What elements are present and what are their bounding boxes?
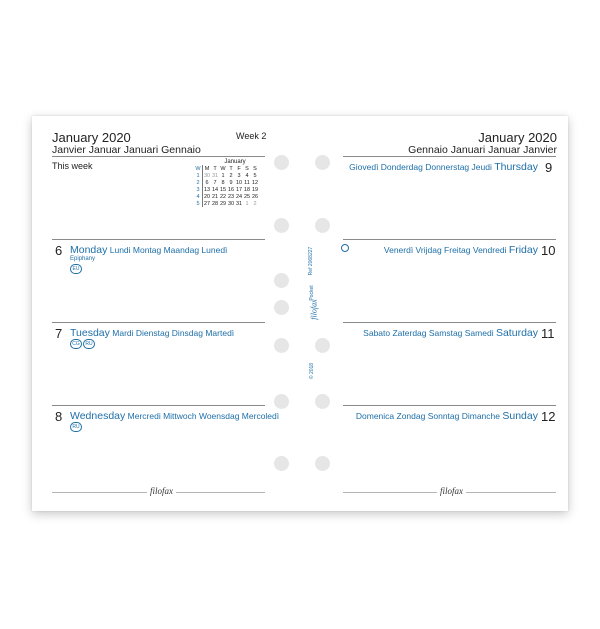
mini-cal-day: 2 (229, 172, 233, 179)
mini-cal-day: 8 (221, 179, 225, 186)
day-number: 9 (545, 160, 553, 175)
day-name-thursday: Giovedì Donderdag Donnerstag Jeudi Thursday (349, 161, 538, 173)
mini-cal-header: T (229, 165, 233, 172)
day-number: 10 (541, 243, 556, 258)
mini-cal-day: 5 (253, 172, 257, 179)
mini-cal-day: 30 (203, 172, 211, 179)
mini-cal-day: 21 (211, 193, 219, 200)
ring-hole (315, 394, 330, 409)
mini-cal-day: 29 (219, 200, 227, 207)
day-name-wednesday: Wednesday Mercredi Mittwoch Woensdag Mercoledì (70, 410, 280, 422)
mini-cal-header: M (204, 165, 210, 172)
mini-cal-header: F (237, 165, 241, 172)
this-week-label: This week (52, 161, 93, 171)
day-rule (52, 239, 265, 240)
mini-cal-week: 1 (194, 172, 203, 179)
mini-cal-day: 23 (227, 193, 235, 200)
mini-cal-day: 10 (235, 179, 243, 186)
mini-cal-day: 27 (203, 200, 211, 207)
day-name-sunday: Domenica Zondag Sonntag Dimanche Sunday (355, 410, 538, 422)
mini-cal-day: 15 (219, 186, 227, 193)
mini-cal-day: 6 (205, 179, 209, 186)
day-rule (52, 322, 265, 323)
mini-cal-day: 22 (219, 193, 227, 200)
day-name-saturday: Sabato Zaterdag Samstag Samedi Saturday (363, 327, 538, 339)
mini-cal-day: 24 (235, 193, 243, 200)
mini-cal-day: 26 (251, 193, 259, 200)
region-badge: RU (83, 339, 95, 349)
day-note: Epiphany (70, 256, 96, 262)
region-badge: RU (70, 422, 82, 432)
mini-calendar (194, 159, 266, 207)
mini-cal-day: 13 (203, 186, 211, 193)
mini-cal-header: S (253, 165, 257, 172)
mini-cal-day: 1 (221, 172, 225, 179)
mini-cal-day: 12 (251, 179, 259, 186)
ring-hole (315, 338, 330, 353)
day-number: 12 (541, 409, 556, 424)
day-name-monday: Monday Lundi Montag Maandag Lunedì (70, 244, 228, 256)
mini-cal-day: 18 (243, 186, 251, 193)
region-badge: EU (70, 264, 82, 274)
week-label: Week 2 (236, 131, 267, 141)
mini-cal-week: 5 (194, 200, 203, 207)
mini-cal-day: 16 (227, 186, 235, 193)
left-page-title: January 2020 (52, 130, 131, 145)
right-page-subtitle: Gennaio Januari Januar Janvier (408, 144, 557, 156)
mini-cal-day: 3 (237, 172, 241, 179)
ring-hole (274, 273, 289, 288)
day-rule (52, 405, 265, 406)
mini-cal-header: T (213, 165, 217, 172)
day-rule (343, 239, 556, 240)
day-name-tuesday: Tuesday Mardi Dienstag Dinsdag Martedì (70, 327, 235, 339)
mini-cal-day: 25 (243, 193, 251, 200)
day-rule (343, 405, 556, 406)
brand-logo: filofax (437, 486, 466, 496)
copyright: © 2018 (309, 362, 315, 380)
ring-hole (315, 155, 330, 170)
size-label: Pocket (309, 285, 315, 301)
ring-hole (274, 218, 289, 233)
mini-cal-week: 2 (194, 179, 203, 186)
ring-hole (274, 456, 289, 471)
ring-hole (315, 218, 330, 233)
ring-hole (274, 155, 289, 170)
day-number: 8 (55, 409, 63, 424)
ring-hole (315, 456, 330, 471)
mini-cal-day: 2 (253, 200, 257, 207)
left-page-subtitle: Janvier Januar Januari Gennaio (52, 144, 201, 156)
mini-cal-day: 1 (245, 200, 249, 207)
day-rule (343, 322, 556, 323)
mini-calendar-month: January (224, 159, 246, 165)
mini-cal-day: 28 (211, 200, 219, 207)
diary-sheet (32, 116, 568, 511)
right-page-title: January 2020 (478, 130, 557, 145)
reference-code: Ref 2068227 (308, 246, 314, 276)
mini-cal-week: 4 (194, 193, 203, 200)
region-badge: CG (70, 339, 82, 349)
mini-cal-day: 31 (211, 172, 219, 179)
day-number: 11 (541, 326, 555, 341)
moon-phase-icon (341, 244, 349, 252)
ring-hole (274, 338, 289, 353)
mini-cal-day: 4 (245, 172, 249, 179)
ring-hole (274, 394, 289, 409)
header-rule (52, 156, 265, 157)
day-number: 7 (55, 326, 63, 341)
mini-cal-day: 20 (203, 193, 211, 200)
mini-cal-day: 17 (235, 186, 243, 193)
day-name-friday: Venerdì Vrijdag Freitag Vendredi Friday (383, 244, 538, 256)
mini-cal-day: 31 (235, 200, 243, 207)
mini-cal-header: W (195, 165, 201, 172)
mini-cal-day: 14 (211, 186, 219, 193)
header-rule (343, 156, 556, 157)
ring-hole (274, 300, 289, 315)
mini-cal-header: W (220, 165, 226, 172)
day-number: 6 (55, 243, 63, 258)
mini-cal-week: 3 (194, 186, 203, 193)
mini-cal-header: S (245, 165, 249, 172)
brand-logo: filofax (147, 486, 176, 496)
mini-cal-day: 30 (227, 200, 235, 207)
mini-cal-day: 19 (251, 186, 259, 193)
mini-cal-day: 9 (229, 179, 233, 186)
center-brand-logo: filofax (309, 299, 319, 320)
mini-calendar-table (194, 165, 259, 207)
mini-cal-day: 7 (213, 179, 217, 186)
mini-cal-day: 11 (244, 179, 250, 186)
